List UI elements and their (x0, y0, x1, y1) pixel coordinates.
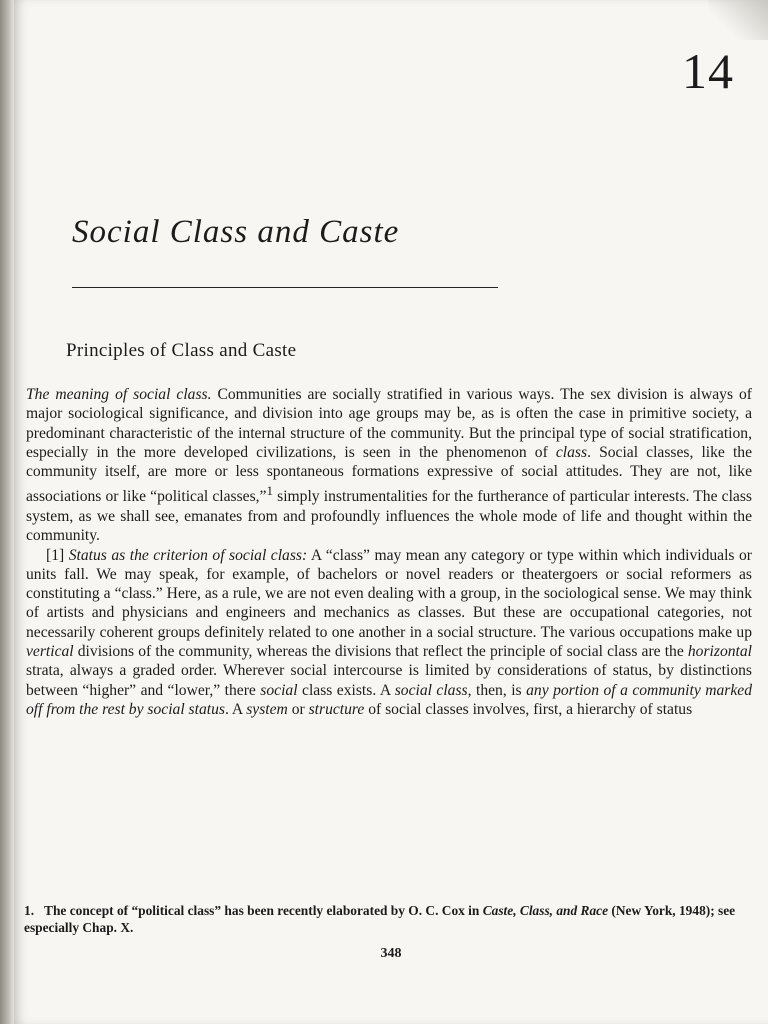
paragraph-lead: Status as the criterion of social class: (68, 546, 308, 564)
footnote-number: 1. (24, 903, 35, 918)
footnote-reference: 1 (266, 483, 273, 499)
chapter-number: 14 (682, 43, 734, 99)
page-corner-shadow (708, 0, 768, 40)
body-text (26, 385, 752, 719)
book-page (14, 0, 768, 1024)
page-number: 348 (380, 946, 402, 961)
paragraph-status-criterion: [1] Status as the criterion of social class: A “class” may mean any category or type within which individuals or units fall. We may speak, for example, of bachelors or novel readers or theatergoers or social reformers as constituting a “class.” Here, as a rule, we are not even dealing with a group, in the sociological sense. We may think of artists and physicians and engineers and mechanics as classes. But these are occupational categories, not necessarily coherent groups definitely related to one another in a social structure. The various occupations make up vertical divisions of the community, whereas the divisions that reflect the principle of social class are the horizontal strata, always a graded order. Wherever social intercourse is limited by considerations of status, by distinctions between “higher” and “lower,” there social class exists. A social class, then, is any portion of a community marked off from the rest by social status. A system or structure of social classes involves, first, a hierarchy of status (26, 546, 753, 718)
paragraph-meaning-of-social-class: The meaning of social class. Communities are socially stratified in various ways. The sex division is always of major sociological significance, and division into age groups may be, as is often the case in primitive society, a predominant characteristic of the internal structure of the community. But the principal type of social stratification, especially in the more developed civilizations, is seen in the phenomenon of class. Social classes, like the community itself, are more or less spontaneous formations expressive of social attitudes. They are not, like associations or like “political classes,”$^1$ simply instrumentalities for the furtherance of particular interests. The class system, as we shall see, emanates from and profoundly influences the whole mode of life and thought within the community. (26, 386, 752, 545)
footnote: 1. The concept of “political class” has been recently elaborated by O. C. Cox in Caste, Class, and Race (New York, 1948); see especially Chap. X. (24, 903, 736, 935)
title-rule (72, 287, 498, 288)
paragraph-lead: The meaning of social class. (26, 386, 212, 403)
chapter-title: Social Class and Caste (72, 214, 400, 250)
section-heading: Principles of Class and Caste (66, 340, 297, 361)
paragraph-marker: [1] (46, 546, 65, 564)
book-binding (0, 0, 14, 1024)
